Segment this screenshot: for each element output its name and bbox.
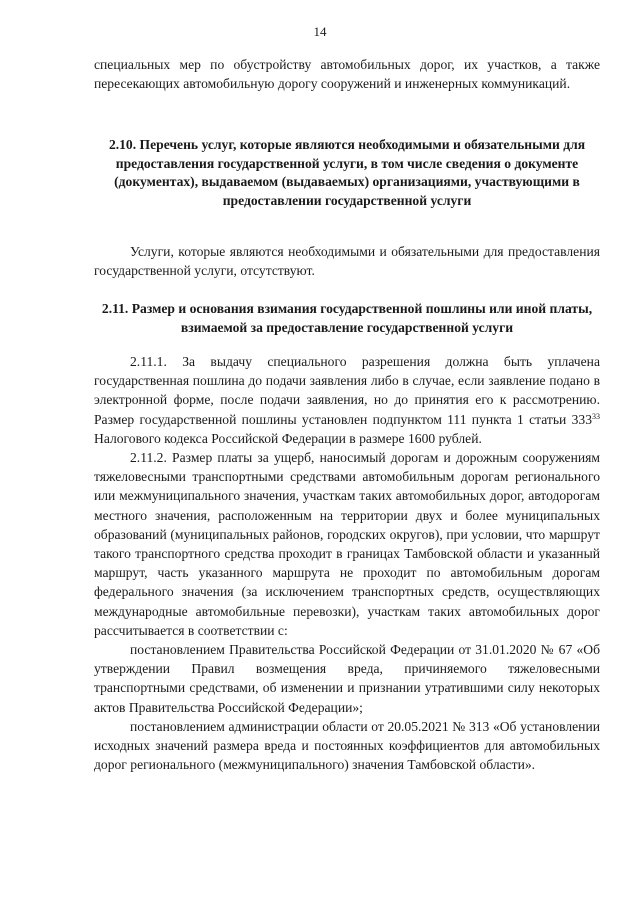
section-2-10-heading: 2.10. Перечень услуг, которые являются необходимыми и обязательными для предоставления государственной услуги, в том числе сведения о документе (документах), выдаваемом (выдаваемых) организациями, участвующими в предоставлении государственной услуги <box>108 137 586 208</box>
paragraph-resolution-government: постановлением Правительства Российской Федерации от 31.01.2020 № 67 «Об утверждении Правил возмещения вреда, причиняемого тяжеловесными транспортными средствами, об изменении и признании утратившими силу некоторых актов Правительства Российской Федерации»; <box>94 642 600 715</box>
section-2-11-body <box>94 352 600 774</box>
page-number: 14 <box>313 24 327 39</box>
paragraph-resolution-administration: постановлением администрации области от 20.05.2021 № 313 «Об установлении исходных значений размера вреда и постоянных коэффициентов для автомобильных дорог регионального (межмуниципального) значения Тамбовской области». <box>94 718 600 773</box>
section-2-11-heading: 2.11. Размер и основания взимания государственной пошлины или иной платы, взимаемой за предоставление государственной услуги <box>101 301 593 335</box>
paragraph-2-11-1-tail: Налогового кодекса Российской Федерации в размере 1600 рублей. <box>94 430 482 446</box>
footnote-superscript: 33 <box>592 411 600 421</box>
intro-paragraph: специальных мер по обустройству автомобильных дорог, их участков, а также пересекающих автомобильную дорогу сооружений и инженерных коммуникаций. <box>94 57 600 92</box>
section-2-11 <box>94 300 600 337</box>
section-2-10-body <box>94 242 600 280</box>
paragraph-2-11-2: 2.11.2. Размер платы за ущерб, наносимый дорогам и дорожным сооружениям тяжеловесными транспортными средствами автомобильным дорогам регионального или межмуниципального значения, участкам таких автомобильных дорог, автодорогам местного значения, расположенным на территории двух и более муниципальных образований (муниципальных районов, городских округов), при условии, что маршрут такого транспортного средства проходит в границах Тамбовской области и указанный маршрут, часть указанного маршрута не проходит по автомобильным дорогам федерального значения (за исключением транспортных средств, осуществляющих международные автомобильные перевозки), участкам таких автомобильных дорог рассчитывается в соответствии с: <box>94 450 600 638</box>
paragraph-2-11-1-text: 2.11.1. За выдачу специального разрешения должна быть уплачена государственная пошлина до подачи заявления либо в случае, если заявление подано в электронной форме, после подачи заявления, но до принятия его к рассмотрению. Размер государственной пошлины установлен подпунктом 111 пункта 1 статьи 333 <box>94 354 600 427</box>
paragraph-2-11-1 <box>94 352 600 448</box>
section-2-10-text: Услуги, которые являются необходимыми и обязательными для предоставления государственной услуги, отсутствуют. <box>94 244 600 279</box>
intro-block <box>94 55 600 93</box>
section-2-10 <box>94 136 600 210</box>
